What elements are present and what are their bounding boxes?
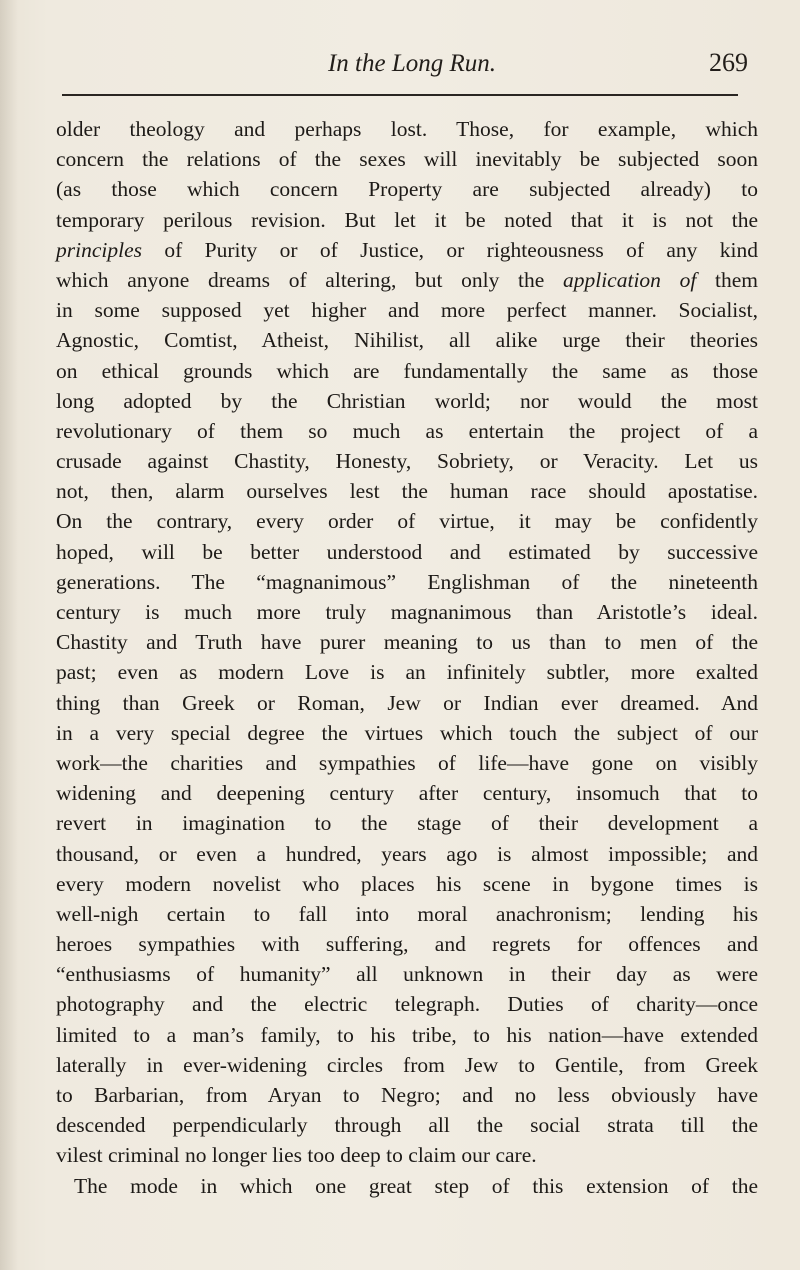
page-number: 269 bbox=[709, 48, 748, 77]
text-line: crusade against Chastity, Honesty, Sobriety, or Veracity. Let us bbox=[56, 449, 758, 474]
text-line: to Barbarian, from Aryan to Negro; and no less obviously have bbox=[56, 1083, 758, 1107]
text-line: which anyone dreams of altering, but only the application of them bbox=[56, 267, 758, 292]
text-line: work—the charities and sympathies of life—have gone on visibly bbox=[56, 750, 758, 775]
text-line: heroes sympathies with suffering, and regrets for offences and bbox=[56, 932, 758, 957]
text-line: hoped, will be better understood and estimated by successive bbox=[56, 539, 758, 564]
text-line: older theology and perhaps lost. Those, for example, which bbox=[56, 117, 758, 141]
text-line: Agnostic, Comtist, Atheist, Nihilist, all alike urge their theories bbox=[56, 328, 758, 353]
body-text bbox=[56, 114, 758, 1201]
text-line: principles of Purity or of Justice, or righteousness of any kind bbox=[56, 237, 758, 262]
text-line: laterally in ever-widening circles from Jew to Gentile, from Greek bbox=[56, 1052, 758, 1077]
italic-emphasis: application of bbox=[562, 267, 697, 292]
text-line: well-nigh certain to fall into moral anachronism; lending his bbox=[56, 901, 758, 926]
text-line: photography and the electric telegraph. Duties of charity—once bbox=[56, 992, 758, 1017]
gutter-shadow bbox=[0, 0, 18, 1270]
text-line: On the contrary, every order of virtue, it may be confidently bbox=[56, 509, 758, 534]
text-line: concern the relations of the sexes will inevitably be subjected soon bbox=[56, 147, 758, 172]
text-line: generations. The “magnanimous” Englishman of the nineteenth bbox=[56, 569, 758, 594]
text-line: thousand, or even a hundred, years ago is almost impossible; and bbox=[56, 841, 758, 866]
text-line: in a very special degree the virtues which touch the subject of our bbox=[56, 720, 758, 745]
text-line: widening and deepening century after century, insomuch that to bbox=[56, 781, 758, 806]
text-line: limited to a man’s family, to his tribe, to his nation—have extended bbox=[56, 1022, 758, 1047]
running-title: In the Long Run. bbox=[327, 50, 497, 77]
text-line: The mode in which one great step of this extension of the bbox=[74, 1173, 758, 1198]
text-line: not, then, alarm ourselves lest the human race should apostatise. bbox=[56, 479, 758, 504]
text-line: Chastity and Truth have purer meaning to us than to men of the bbox=[56, 630, 758, 655]
text-line: temporary perilous revision. But let it be noted that it is not the bbox=[56, 207, 758, 232]
text-line: long adopted by the Christian world; nor would the most bbox=[56, 388, 758, 413]
text-line: on ethical grounds which are fundamentally the same as those bbox=[56, 358, 758, 383]
italic-emphasis: principles bbox=[56, 237, 142, 262]
text-line: past; even as modern Love is an infinitely subtler, more exalted bbox=[56, 660, 758, 685]
text-line: (as those which concern Property are subjected already) to bbox=[56, 177, 758, 202]
text-line: descended perpendicularly through all the social strata till the bbox=[56, 1113, 758, 1138]
text-line: “enthusiasms of humanity” all unknown in their day as were bbox=[56, 962, 758, 987]
text-line: revert in imagination to the stage of their development a bbox=[56, 811, 758, 836]
text-line: every modern novelist who places his scene in bygone times is bbox=[56, 871, 758, 896]
text-line: thing than Greek or Roman, Jew or Indian ever dreamed. And bbox=[56, 690, 758, 715]
text-line: revolutionary of them so much as entertain the project of a bbox=[56, 418, 758, 443]
text-line: century is much more truly magnanimous than Aristotle’s ideal. bbox=[56, 600, 758, 624]
header-rule bbox=[62, 94, 738, 96]
page-header bbox=[62, 48, 762, 88]
text-line: vilest criminal no longer lies too deep to claim our care. bbox=[56, 1143, 537, 1168]
text-line: in some supposed yet higher and more perfect manner. Socialist, bbox=[56, 298, 758, 323]
